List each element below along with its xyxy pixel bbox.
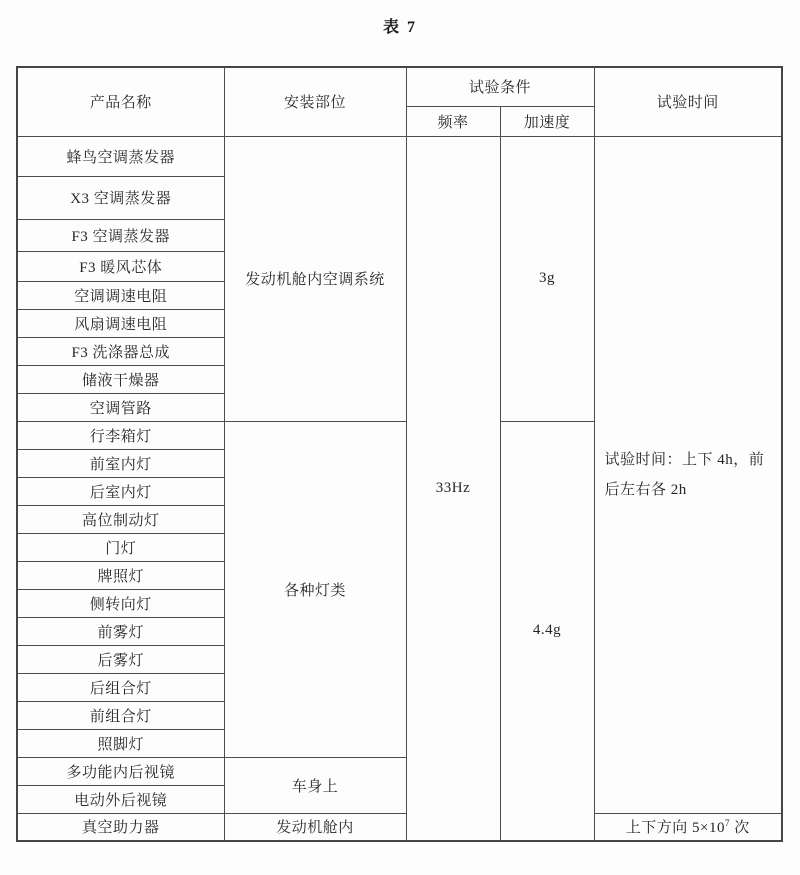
page — [0, 16, 800, 875]
product-cell: 储液干燥器 — [17, 365, 224, 393]
product-cell: 真空助力器 — [17, 813, 224, 841]
acceleration-cell: 3g — [500, 136, 594, 421]
product-cell: F3 空调蒸发器 — [17, 219, 224, 251]
location-cell: 发动机舱内 — [224, 813, 406, 841]
header-test-time: 试验时间 — [594, 67, 782, 136]
product-cell: F3 暖风芯体 — [17, 251, 224, 281]
test-time-cycles-unit: 次 — [729, 820, 750, 837]
header-row-top — [17, 67, 782, 106]
table-row — [17, 813, 782, 841]
superscript-exponent: 7 — [724, 818, 730, 829]
test-time-text-line: 后左右各 2h — [604, 481, 687, 498]
product-cell: 后组合灯 — [17, 673, 224, 701]
product-cell: 门灯 — [17, 533, 224, 561]
product-cell: 空调管路 — [17, 393, 224, 421]
acceleration-cell: 4.4g — [500, 421, 594, 841]
product-cell: 前雾灯 — [17, 617, 224, 645]
product-cell: 前室内灯 — [17, 449, 224, 477]
test-time-cell — [594, 136, 782, 813]
table-header — [17, 67, 782, 136]
product-cell: 牌照灯 — [17, 561, 224, 589]
product-cell: 电动外后视镜 — [17, 785, 224, 813]
product-cell: 高位制动灯 — [17, 505, 224, 533]
test-time-cell — [594, 813, 782, 841]
product-cell: 蜂鸟空调蒸发器 — [17, 136, 224, 176]
product-cell: 照脚灯 — [17, 729, 224, 757]
test-time-cycles-text: 上下方向 5×10 — [625, 820, 725, 837]
product-cell: F3 洗涤器总成 — [17, 337, 224, 365]
spec-table — [16, 66, 783, 842]
frequency-cell: 33Hz — [406, 136, 500, 841]
header-location: 安装部位 — [224, 67, 406, 136]
header-conditions: 试验条件 — [406, 67, 594, 106]
product-cell: 空调调速电阻 — [17, 281, 224, 309]
product-cell: 后雾灯 — [17, 645, 224, 673]
page-title: 表 7 — [382, 19, 417, 36]
product-cell: 后室内灯 — [17, 477, 224, 505]
table-row — [17, 136, 782, 176]
product-cell: 多功能内后视镜 — [17, 757, 224, 785]
header-acceleration: 加速度 — [500, 106, 594, 136]
table-body — [17, 136, 782, 841]
test-time-text-line: 试验时间：上下 4h，前 — [604, 451, 765, 468]
product-cell: 侧转向灯 — [17, 589, 224, 617]
product-cell: 风扇调速电阻 — [17, 309, 224, 337]
location-cell: 发动机舱内空调系统 — [224, 136, 406, 421]
product-cell: X3 空调蒸发器 — [17, 176, 224, 219]
location-cell: 车身上 — [224, 757, 406, 813]
location-cell: 各种灯类 — [224, 421, 406, 757]
header-frequency: 频率 — [406, 106, 500, 136]
product-cell: 前组合灯 — [17, 701, 224, 729]
header-product: 产品名称 — [17, 67, 224, 136]
product-cell: 行李箱灯 — [17, 421, 224, 449]
